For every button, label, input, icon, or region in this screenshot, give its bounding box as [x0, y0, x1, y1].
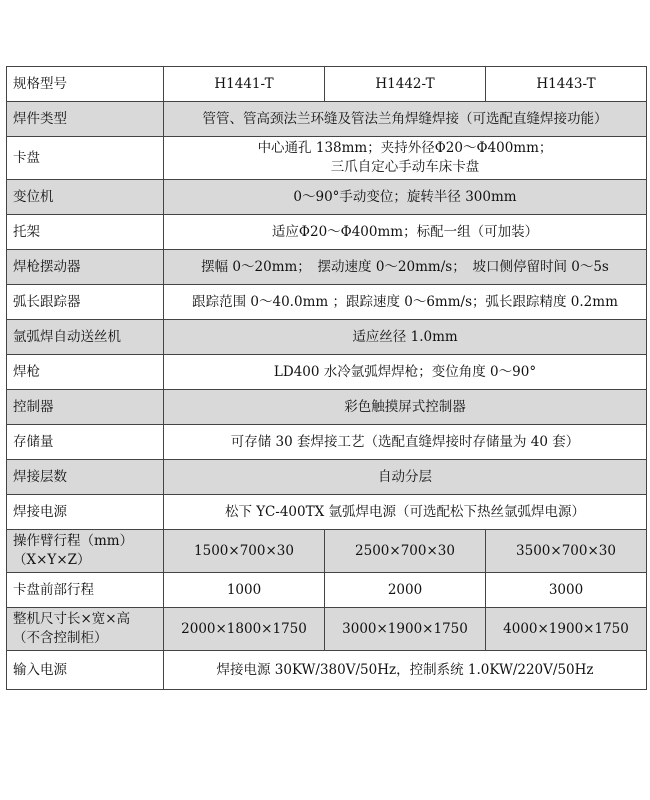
chuck-travel-h1442: 2000 — [325, 573, 486, 608]
positioner-label: 变位机 — [7, 180, 164, 215]
row-layers — [7, 460, 647, 495]
controller-label: 控制器 — [7, 390, 164, 425]
wire-feeder-value: 适应丝径 1.0mm — [164, 320, 647, 355]
arm-travel-label — [7, 530, 164, 573]
row-weld-type — [7, 102, 647, 137]
row-model — [7, 67, 647, 102]
arc-tracker-value: 跟踪范围 0～40.0mm ；跟踪速度 0～6mm/s；弧长跟踪精度 0.2mm — [164, 285, 647, 320]
support-value: 适应Φ20～Φ400mm；标配一组（可加装） — [164, 215, 647, 250]
layers-value: 自动分层 — [164, 460, 647, 495]
controller-value: 彩色触摸屏式控制器 — [164, 390, 647, 425]
spec-table — [6, 66, 647, 690]
arm-travel-h1443: 3500×700×30 — [486, 530, 647, 573]
chuck-travel-label: 卡盘前部行程 — [7, 573, 164, 608]
wire-feeder-label: 氩弧焊自动送丝机 — [7, 320, 164, 355]
row-support — [7, 215, 647, 250]
dimensions-label-line2: （不含控制柜） — [13, 630, 108, 646]
torch-label: 焊枪 — [7, 355, 164, 390]
row-dimensions — [7, 608, 647, 651]
torch-value: LD400 水冷氩弧焊焊枪；变位角度 0～90° — [164, 355, 647, 390]
model-h1441-t: H1441-T — [164, 67, 325, 102]
model-h1443-t: H1443-T — [486, 67, 647, 102]
input-power-value: 焊接电源 30KW/380V/50Hz，控制系统 1.0KW/220V/50Hz — [164, 651, 647, 690]
row-chuck-travel — [7, 573, 647, 608]
dimensions-h1443: 4000×1900×1750 — [486, 608, 647, 651]
dimensions-h1441: 2000×1800×1750 — [164, 608, 325, 651]
row-input-power — [7, 651, 647, 690]
arm-travel-h1441: 1500×700×30 — [164, 530, 325, 573]
positioner-value: 0～90°手动变位；旋转半径 300mm — [164, 180, 647, 215]
arc-tracker-label: 弧长跟踪器 — [7, 285, 164, 320]
chuck-travel-h1441: 1000 — [164, 573, 325, 608]
support-label: 托架 — [7, 215, 164, 250]
model-h1442-t: H1442-T — [325, 67, 486, 102]
arm-travel-label-line1: 操作臂行程（mm） — [13, 533, 134, 549]
layers-label: 焊接层数 — [7, 460, 164, 495]
header-label: 规格型号 — [7, 67, 164, 102]
arm-travel-label-line2: （X×Y×Z） — [13, 552, 91, 568]
row-wire-feeder — [7, 320, 647, 355]
weld-type-value: 管管、管高颈法兰环缝及管法兰角焊缝焊接（可选配直缝焊接功能） — [164, 102, 647, 137]
chuck-travel-h1443: 3000 — [486, 573, 647, 608]
power-source-value: 松下 YC-400TX 氩弧焊电源（可选配松下热丝氩弧焊电源） — [164, 495, 647, 530]
input-power-label: 输入电源 — [7, 651, 164, 690]
row-chuck — [7, 137, 647, 180]
row-oscillator — [7, 250, 647, 285]
arm-travel-h1442: 2500×700×30 — [325, 530, 486, 573]
row-controller — [7, 390, 647, 425]
storage-label: 存储量 — [7, 425, 164, 460]
dimensions-h1442: 3000×1900×1750 — [325, 608, 486, 651]
oscillator-value: 摆幅 0～20mm； 摆动速度 0～20mm/s； 坡口侧停留时间 0～5s — [164, 250, 647, 285]
row-arm-travel — [7, 530, 647, 573]
storage-value: 可存储 30 套焊接工艺（选配直缝焊接时存储量为 40 套） — [164, 425, 647, 460]
oscillator-label: 焊枪摆动器 — [7, 250, 164, 285]
row-torch — [7, 355, 647, 390]
chuck-value — [164, 137, 647, 180]
power-source-label: 焊接电源 — [7, 495, 164, 530]
row-storage — [7, 425, 647, 460]
row-positioner — [7, 180, 647, 215]
chuck-value-line1: 中心通孔 138mm；夹持外径Φ20～Φ400mm； — [257, 140, 553, 156]
dimensions-label — [7, 608, 164, 651]
row-power-source — [7, 495, 647, 530]
weld-type-label: 焊件类型 — [7, 102, 164, 137]
chuck-label: 卡盘 — [7, 137, 164, 180]
row-arc-tracker — [7, 285, 647, 320]
chuck-value-line2: 三爪自定心手动车床卡盘 — [330, 159, 480, 175]
dimensions-label-line1: 整机尺寸长×宽×高 — [13, 611, 131, 627]
